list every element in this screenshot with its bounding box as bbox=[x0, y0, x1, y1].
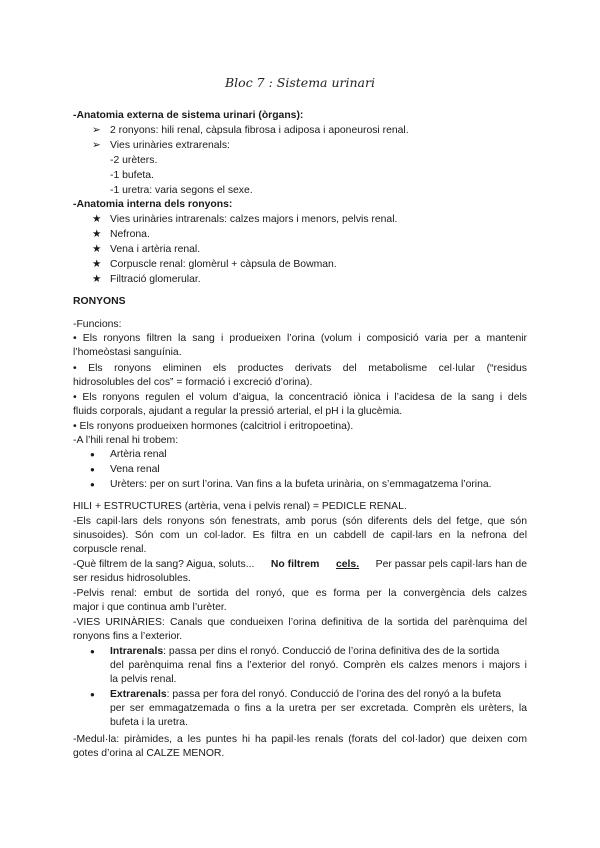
list-item: Vena renal bbox=[110, 464, 160, 475]
term-extrarenals: Extrarenals bbox=[110, 689, 167, 700]
text-run-underlined: cels. bbox=[335, 559, 360, 570]
text-run: : passa per fora del ronyó. Conducció de l’orina des del ronyó a la bufeta bbox=[166, 689, 502, 700]
arrow-bullet-icon: ➢ bbox=[92, 125, 101, 136]
dot-bullet-icon: ● bbox=[90, 480, 95, 489]
dot-bullet-icon: ● bbox=[90, 690, 95, 699]
paragraph-line: major i que continua amb l’urèter. bbox=[73, 602, 227, 613]
paragraph-line: la pelvis renal. bbox=[110, 674, 177, 685]
list-item: Vies urinàries intrarenals: calzes majors i menors, pelvis renal. bbox=[110, 214, 398, 225]
list-item: Urèters: per on surt l’orina. Van fins a la bufeta urinària, on s’emmagatzema l’orina. bbox=[110, 479, 492, 490]
list-item: Nefrona. bbox=[110, 229, 150, 240]
paragraph-line: per ser emmagatzemada o fins a la uretra per ser excretada. Comprèn els urèters, la bbox=[110, 703, 527, 714]
paragraph-line: ser residus hidrosolubles. bbox=[73, 573, 191, 584]
paragraph-line: bufeta i la uretra. bbox=[110, 717, 188, 728]
star-bullet-icon: ★ bbox=[92, 229, 102, 240]
text-run: Per passar pels capil·lars han de bbox=[375, 559, 527, 570]
arrow-bullet-icon: ➢ bbox=[92, 140, 101, 151]
paragraph-line: -Els capil·lars dels ronyons són fenestrats, amb porus (són diferents dels del fetge, que són bbox=[73, 516, 527, 527]
paragraph-line: -Medul·la: piràmides, a les puntes hi ha papil·les renals (forats del col·lador) que deixen com bbox=[73, 734, 527, 745]
paragraph-line: HILI + ESTRUCTURES (artèria, vena i pelvis renal) = PEDICLE RENAL. bbox=[73, 501, 407, 512]
section-heading-internal: -Anatomia interna dels ronyons: bbox=[73, 199, 233, 210]
sub-list-item: -1 uretra: varia segons el sexe. bbox=[110, 185, 253, 196]
list-item: Artèria renal bbox=[110, 449, 167, 460]
paragraph-line: hidrosolubles del cos” = formació i excreció d’orina). bbox=[73, 377, 313, 388]
paragraph-line: l’homeòstasi sanguínia. bbox=[73, 347, 182, 358]
paragraph-line: corpuscle renal. bbox=[73, 544, 147, 555]
paragraph-line: gotes d’orina al CALZE MENOR. bbox=[73, 748, 225, 759]
star-bullet-icon: ★ bbox=[92, 259, 102, 270]
list-item: Filtració glomerular. bbox=[110, 274, 201, 285]
star-bullet-icon: ★ bbox=[92, 214, 102, 225]
paragraph-line: • Els ronyons eliminen els productes derivats del metabolisme cel·lular (“residus bbox=[73, 363, 527, 374]
list-item: Corpuscle renal: glomèrul + càpsula de Bowman. bbox=[110, 259, 337, 270]
paragraph-line: -Pelvis renal: embut de sortida del ronyó, que es forma per la convergència dels calzes bbox=[73, 588, 527, 599]
paragraph-line: sinusoides). Són com un col·lador. Es filtra en un cabdell de capil·lars en la nefrona del bbox=[73, 530, 527, 541]
text-run-bold: No filtrem bbox=[270, 559, 320, 570]
paragraph-line: • Els ronyons regulen el volum d’aigua, la concentració iònica i l’acidesa de la sang i dels bbox=[73, 392, 527, 403]
sub-list-item: -2 urèters. bbox=[110, 155, 158, 166]
star-bullet-icon: ★ bbox=[92, 274, 102, 285]
paragraph-line: del parènquima renal fins a l’exterior del ronyó. Comprèn els calzes menors i majors i bbox=[110, 660, 527, 671]
list-item: 2 ronyons: hili renal, càpsula fibrosa i adiposa i aponeurosi renal. bbox=[110, 125, 409, 136]
paragraph-line: -VIES URINÀRIES: Canals que condueixen l’orina definitiva de la sortida del parènquima del bbox=[73, 617, 527, 628]
page-title: Bloc 7 : Sistema urinari bbox=[225, 75, 375, 90]
list-item: Vena i artèria renal. bbox=[110, 244, 201, 255]
paragraph-line: fluids corporals, ajudant a regular la pressió arterial, el pH i la glucèmia. bbox=[73, 406, 403, 417]
dot-bullet-icon: ● bbox=[90, 465, 95, 474]
text-run: : passa per dins el ronyó. Conducció de l’orina definitiva des de la sortida bbox=[163, 646, 500, 657]
paragraph-line: • Els ronyons produeixen hormones (calcitriol i eritropoetina). bbox=[73, 421, 354, 432]
list-item: Vies urinàries extrarenals: bbox=[110, 140, 230, 151]
star-bullet-icon: ★ bbox=[92, 244, 102, 255]
dot-bullet-icon: ● bbox=[90, 647, 95, 656]
section-heading-external: -Anatomia externa de sistema urinari (òrgans): bbox=[73, 110, 304, 121]
section-heading-ronyons: RONYONS bbox=[73, 296, 126, 307]
term-intrarenals: Intrarenals bbox=[110, 646, 164, 657]
paragraph-line: • Els ronyons filtren la sang i produeixen l’orina (volum i composició varia per a mantenir bbox=[73, 333, 527, 344]
paragraph-line bbox=[73, 558, 527, 572]
sub-list-item: -1 bufeta. bbox=[110, 170, 154, 181]
paragraph-line: -A l’hili renal hi trobem: bbox=[73, 435, 179, 446]
paragraph-line bbox=[110, 645, 527, 659]
dot-bullet-icon: ● bbox=[90, 450, 95, 459]
text-run: -Què filtrem de la sang? Aigua, soluts... bbox=[73, 559, 255, 570]
paragraph-line: ronyons fins a l’exterior. bbox=[73, 631, 183, 642]
funcions-label: -Funcions: bbox=[73, 319, 122, 330]
paragraph-line bbox=[110, 688, 527, 702]
